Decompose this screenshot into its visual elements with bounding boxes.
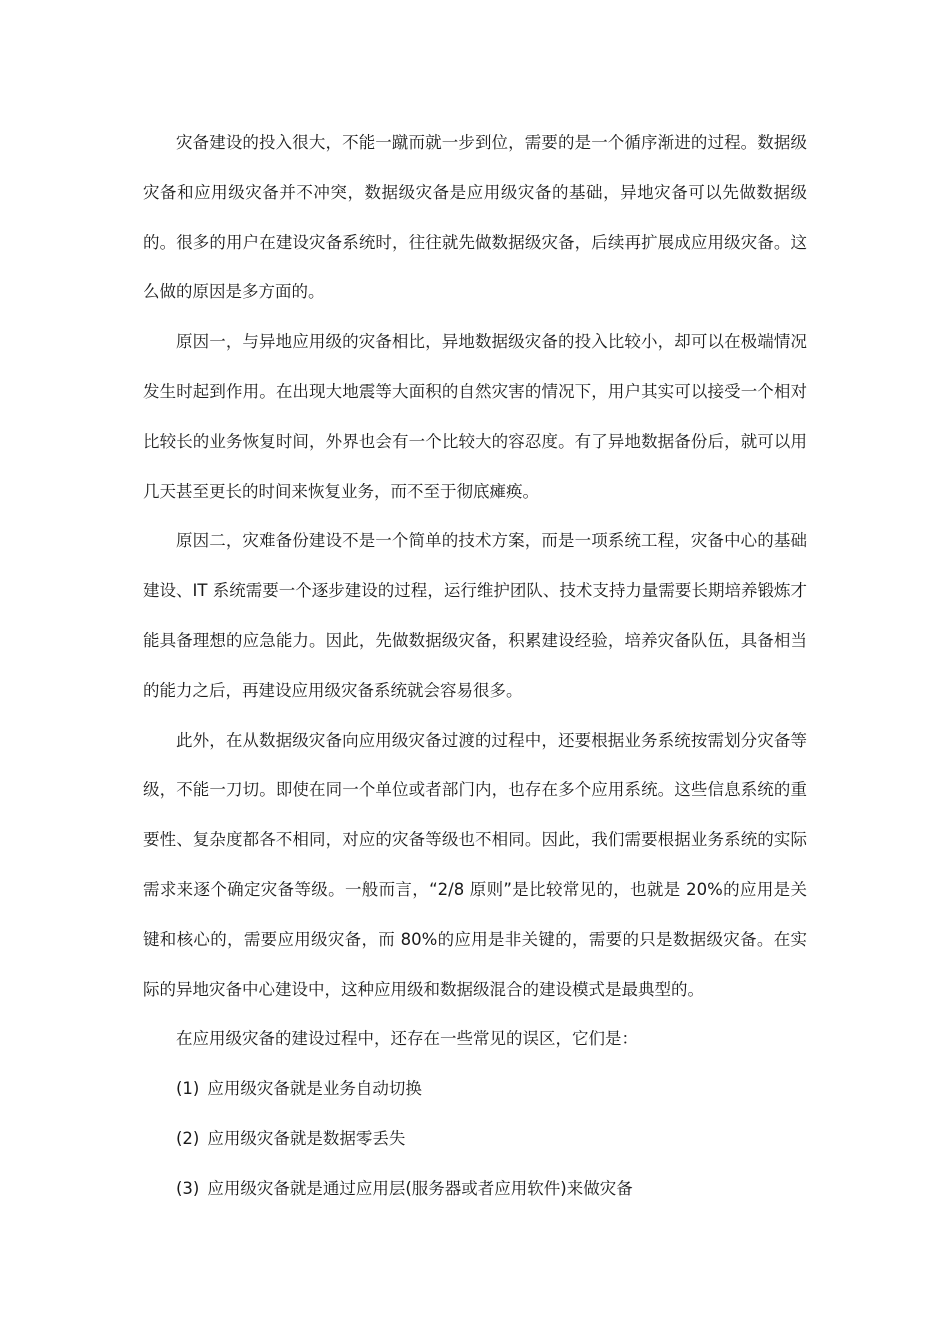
- list-item-number: (3): [176, 1178, 200, 1198]
- list-item-text: 应用级灾备就是业务自动切换: [207, 1079, 422, 1099]
- paragraph: 此外，在从数据级灾备向应用级灾备过渡的过程中，还要根据业务系统按需划分灾备等级，不能一刀切。即使在同一个单位或者部门内，也存在多个应用系统。这些信息系统的重要性、复杂度都各不相同，对应的灾备等级也不相同。因此，我们需要根据业务系统的实际需求来逐个确定灾备等级。一般而言，“2/8 原则”是比较常见的，也就是 20%的应用是关键和核心的，需要应用级灾备，而 80%的应用是非关键的，需要的只是数据级灾备。在实际的异地灾备中心建设中，这种应用级和数据级混合的建设模式是最典型的。: [143, 730, 807, 999]
- list-item: [143, 1114, 807, 1164]
- list-item-text: 应用级灾备就是通过应用层(服务器或者应用软件)来做灾备: [207, 1178, 633, 1198]
- paragraph: 原因二，灾难备份建设不是一个简单的技术方案，而是一项系统工程，灾备中心的基础建设、IT 系统需要一个逐步建设的过程，运行维护团队、技术支持力量需要长期培养锻炼才能具备理想的应急能力。因此，先做数据级灾备，积累建设经验，培养灾备队伍，具备相当的能力之后，再建设应用级灾备系统就会容易很多。: [143, 531, 807, 700]
- list-item-number: (2): [176, 1128, 200, 1148]
- list-item: [143, 1064, 807, 1114]
- list-item-text: 应用级灾备就是数据零丢失: [207, 1128, 406, 1148]
- paragraph: 在应用级灾备的建设过程中，还存在一些常见的误区，它们是：: [176, 1029, 638, 1049]
- paragraph: 原因一，与异地应用级的灾备相比，异地数据级灾备的投入比较小，却可以在极端情况发生时起到作用。在出现大地震等大面积的自然灾害的情况下，用户其实可以接受一个相对比较长的业务恢复时间，外界也会有一个比较大的容忍度。有了异地数据备份后，就可以用几天甚至更长的时间来恢复业务，而不至于彻底瘫痪。: [143, 332, 807, 501]
- list-item-number: (1): [176, 1079, 200, 1099]
- paragraph: 灾备建设的投入很大，不能一蹴而就一步到位，需要的是一个循序渐进的过程。数据级灾备和应用级灾备并不冲突，数据级灾备是应用级灾备的基础，异地灾备可以先做数据级的。很多的用户在建设灾备系统时，往往就先做数据级灾备，后续再扩展成应用级灾备。这么做的原因是多方面的。: [143, 133, 807, 302]
- document-body: [143, 118, 807, 1214]
- list-item: [143, 1164, 807, 1214]
